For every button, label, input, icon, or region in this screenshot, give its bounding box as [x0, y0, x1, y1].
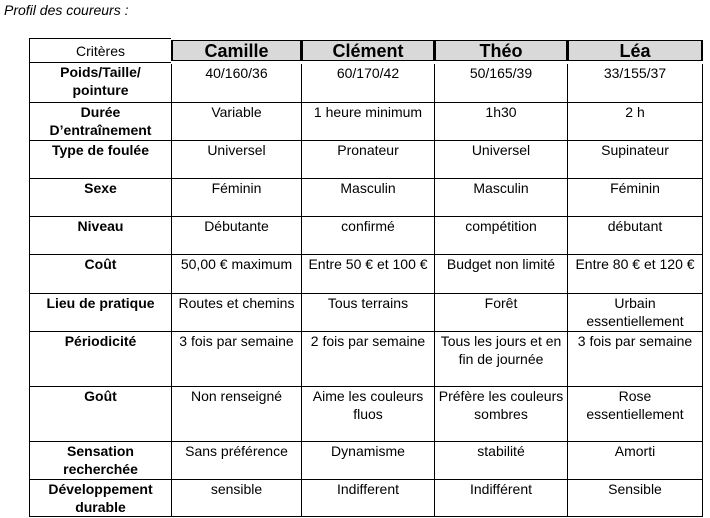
- table-cell: Entre 80 € et 120 €: [568, 255, 703, 294]
- table-cell: Pronateur: [302, 141, 435, 179]
- row-label: Lieu de pratique: [30, 294, 172, 332]
- table-cell: 33/155/37: [568, 63, 703, 103]
- table-cell: confirmé: [302, 217, 435, 255]
- table-cell: Masculin: [435, 179, 568, 217]
- table-row: [30, 294, 703, 332]
- runner-profiles-table: [29, 37, 703, 517]
- table-cell: Indifferent: [302, 480, 435, 517]
- table-cell: 1 heure minimum: [302, 103, 435, 141]
- row-label: Périodicité: [30, 332, 172, 387]
- table-cell: Tous terrains: [302, 294, 435, 332]
- table-cell: compétition: [435, 217, 568, 255]
- row-label: Coût: [30, 255, 172, 294]
- row-label: Sexe: [30, 179, 172, 217]
- table-cell: 50/165/39: [435, 63, 568, 103]
- table-cell: Amorti: [568, 442, 703, 480]
- table-cell: Féminin: [568, 179, 703, 217]
- table-cell: Aime les couleurs fluos: [302, 387, 435, 442]
- table-cell: 60/170/42: [302, 63, 435, 103]
- table-cell: Variable: [172, 103, 302, 141]
- table-row: [30, 387, 703, 442]
- table-cell: 2 h: [568, 103, 703, 141]
- table-cell: Urbain essentiellement: [568, 294, 703, 332]
- table-row: [30, 63, 703, 103]
- table-row: [30, 442, 703, 480]
- table-cell: 1h30: [435, 103, 568, 141]
- table-cell: Universel: [435, 141, 568, 179]
- row-label: Développement durable: [30, 480, 172, 517]
- table-cell: Indifférent: [435, 480, 568, 517]
- table-row: [30, 179, 703, 217]
- runner-name-lea: Léa: [568, 39, 703, 63]
- runner-name-theo: Théo: [435, 39, 568, 63]
- table-cell: Routes et chemins: [172, 294, 302, 332]
- table-cell: Sans préférence: [172, 442, 302, 480]
- row-label: Poids/Taille/ pointure: [30, 63, 172, 103]
- row-label: Type de foulée: [30, 141, 172, 179]
- table-cell: Budget non limité: [435, 255, 568, 294]
- row-label: Durée D’entraînement: [30, 103, 172, 141]
- table-cell: 50,00 € maximum: [172, 255, 302, 294]
- table-cell: sensible: [172, 480, 302, 517]
- table-cell: Débutante: [172, 217, 302, 255]
- table-cell: Féminin: [172, 179, 302, 217]
- table-row: [30, 141, 703, 179]
- table-cell: stabilité: [435, 442, 568, 480]
- table-cell: Masculin: [302, 179, 435, 217]
- criteria-header: Critères: [30, 39, 172, 63]
- table-row: [30, 255, 703, 294]
- row-label: Sensation recherchée: [30, 442, 172, 480]
- table-cell: 3 fois par semaine: [172, 332, 302, 387]
- caption-title: Profil des coureurs :: [4, 2, 129, 18]
- table-row: [30, 217, 703, 255]
- table-cell: Supinateur: [568, 141, 703, 179]
- table-cell: Préfère les couleurs sombres: [435, 387, 568, 442]
- table-cell: Rose essentiellement: [568, 387, 703, 442]
- table-cell: Tous les jours et en fin de journée: [435, 332, 568, 387]
- table-cell: 2 fois par semaine: [302, 332, 435, 387]
- row-label: Niveau: [30, 217, 172, 255]
- row-label: Goût: [30, 387, 172, 442]
- runner-name-camille: Camille: [172, 39, 302, 63]
- table-row: [30, 480, 703, 517]
- table-row: [30, 103, 703, 141]
- table-cell: Non renseigné: [172, 387, 302, 442]
- table-cell: Universel: [172, 141, 302, 179]
- table-header-row: [30, 39, 703, 63]
- table-row: [30, 332, 703, 387]
- table-cell: Sensible: [568, 480, 703, 517]
- table-cell: 40/160/36: [172, 63, 302, 103]
- table-cell: Dynamisme: [302, 442, 435, 480]
- table-cell: 3 fois par semaine: [568, 332, 703, 387]
- table-cell: débutant: [568, 217, 703, 255]
- table-cell: Forêt: [435, 294, 568, 332]
- table-cell: Entre 50 € et 100 €: [302, 255, 435, 294]
- runner-name-clement: Clément: [302, 39, 435, 63]
